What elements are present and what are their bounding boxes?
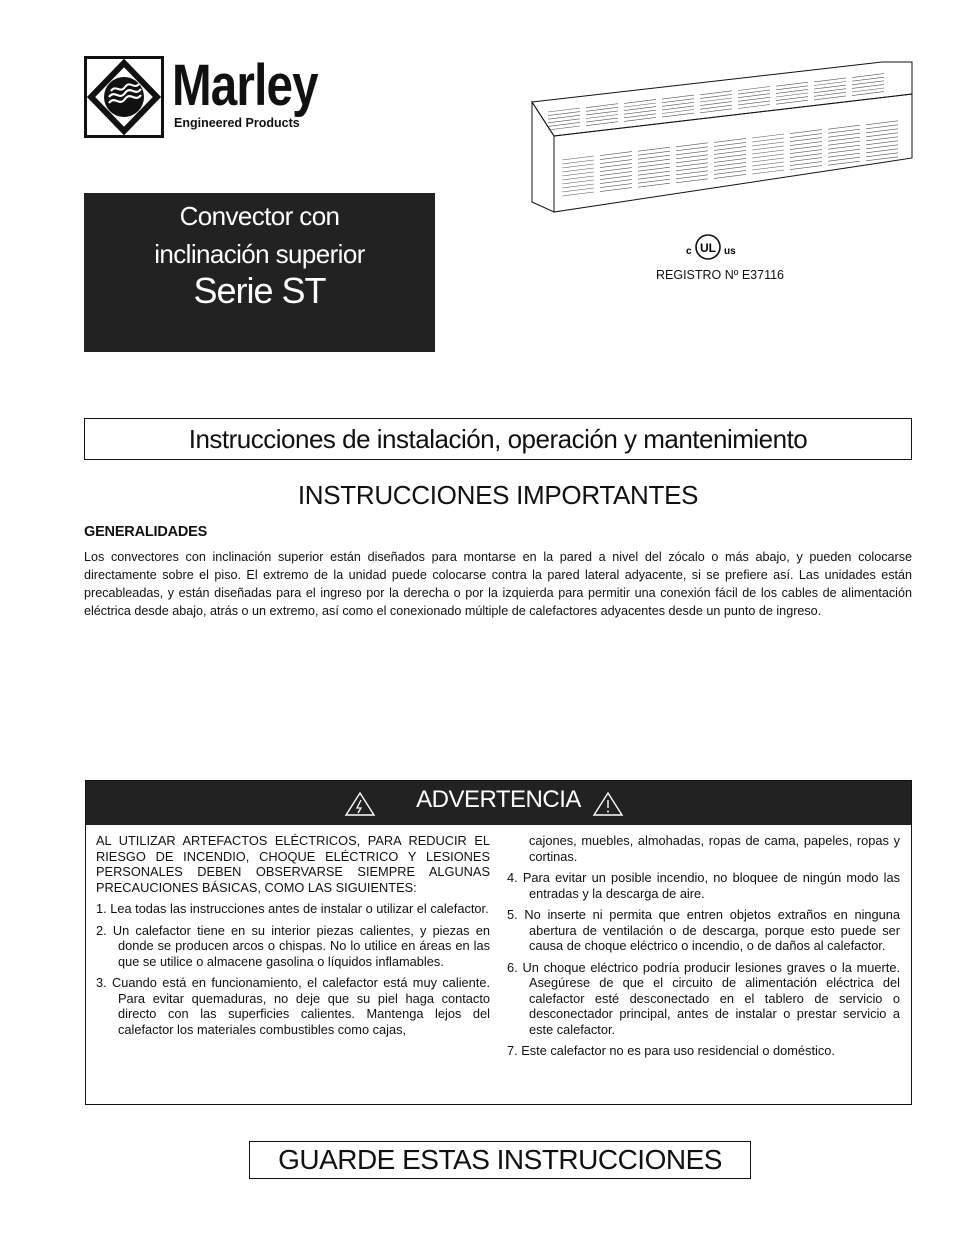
product-title-block [84,193,435,352]
warning-item-7: 7. Este calefactor no es para uso residencial o doméstico. [507,1043,835,1058]
warning-item-2: 2. Un calefactor tiene en su interior piezas calientes, y piezas en donde se producen arcos o chispas. No lo utilice en áreas en las que se utilice o almacene gasolina o líquidos inflamables. [96,922,490,969]
important-instructions-heading: INSTRUCCIONES IMPORTANTES [297,480,699,510]
logo-wordmark: Marley [172,53,318,118]
general-paragraph: Los convectores con inclinación superior están diseñados para montarse en la pared a nivel del zócalo o más abajo, y pueden colocarse directamente sobre el piso. El extremo de la unidad puede colocarse contra la pared lateral adyacente, si se prefiere así. Las unidades están precableadas, y están diseñadas para el ingreso por la derecha o por la izquierda para permitir una conexión fácil de los cables de alimentación eléctrica desde abajo, atrás o un extremo, así como el conexionado múltiple de calefactores adyacentes desde un punto de ingreso. [84,550,912,618]
installation-instructions-banner: Instrucciones de instalación, operación y mantenimiento [84,418,912,460]
product-title-line-1: Convector con [179,201,340,231]
warning-column-right [507,833,900,1065]
convector-heater-illustration [526,60,918,218]
warning-item-3-continued: cajones, muebles, almohadas, ropas de cama, papeles, ropas y cortinas. [529,833,900,864]
heat-wave-logo-icon [87,59,161,135]
warning-item-4: 4. Para evitar un posible incendio, no bloquee de ningún modo las entradas y la descarga de aire. [507,870,900,901]
caution-triangle-icon [592,791,624,817]
warning-item-1: 1. Lea todas las instrucciones antes de instalar o utilizar el calefactor. [96,901,489,916]
ul-listed-icon [684,232,748,266]
warning-item-3: 3. Cuando está en funcionamiento, el calefactor está muy caliente. Para evitar quemaduras, no deje que su piel haga contacto directo con las superficies calientes. Mantenga lejos del calefactor los materiales combustibles como cajas, [96,975,490,1037]
product-title-line-2: inclinación superior [154,239,365,269]
product-series-name: Serie ST [193,270,326,311]
warning-header [86,781,911,825]
marley-logo-emblem [84,56,164,138]
ul-us-mark: us [724,246,736,257]
general-heading: GENERALIDADES [84,524,208,540]
ul-c-mark: c [686,246,692,257]
warning-item-6: 6. Un choque eléctrico podría producir lesiones graves o la muerte. Asegúrese de que el circuito de alimentación eléctrica del calefactor esté desconectado en el tablero de servicio o desconectador principal, antes de instalar o prestar servicio a este calefactor. [507,959,900,1037]
ul-letters: UL [700,241,716,255]
save-instructions-banner: GUARDE ESTAS INSTRUCCIONES [249,1141,751,1179]
warning-item-5: 5. No inserte ni permita que entren objetos extraños en ninguna abertura de ventilación o de descarga, porque esto puede ser causa de choque eléctrico o incendio, o de daños al calefactor. [507,907,900,953]
logo-tagline: Engineered Products [174,116,300,130]
warning-column-left [96,833,490,1043]
registration-number: REGISTRO Nº E37116 [656,268,784,282]
warning-intro: AL UTILIZAR ARTEFACTOS ELÉCTRICOS, PARA REDUCIR EL RIESGO DE INCENDIO, CHOQUE ELÉCTRICO Y LESIONES PERSONALES DEBEN OBSERVARSE SIEMPRE ALGUNAS PRECAUCIONES BÁSICAS, COMO LAS SIGUIENTES: [96,833,490,895]
warning-box [85,780,912,1105]
warning-title: ADVERTENCIA [416,786,581,813]
